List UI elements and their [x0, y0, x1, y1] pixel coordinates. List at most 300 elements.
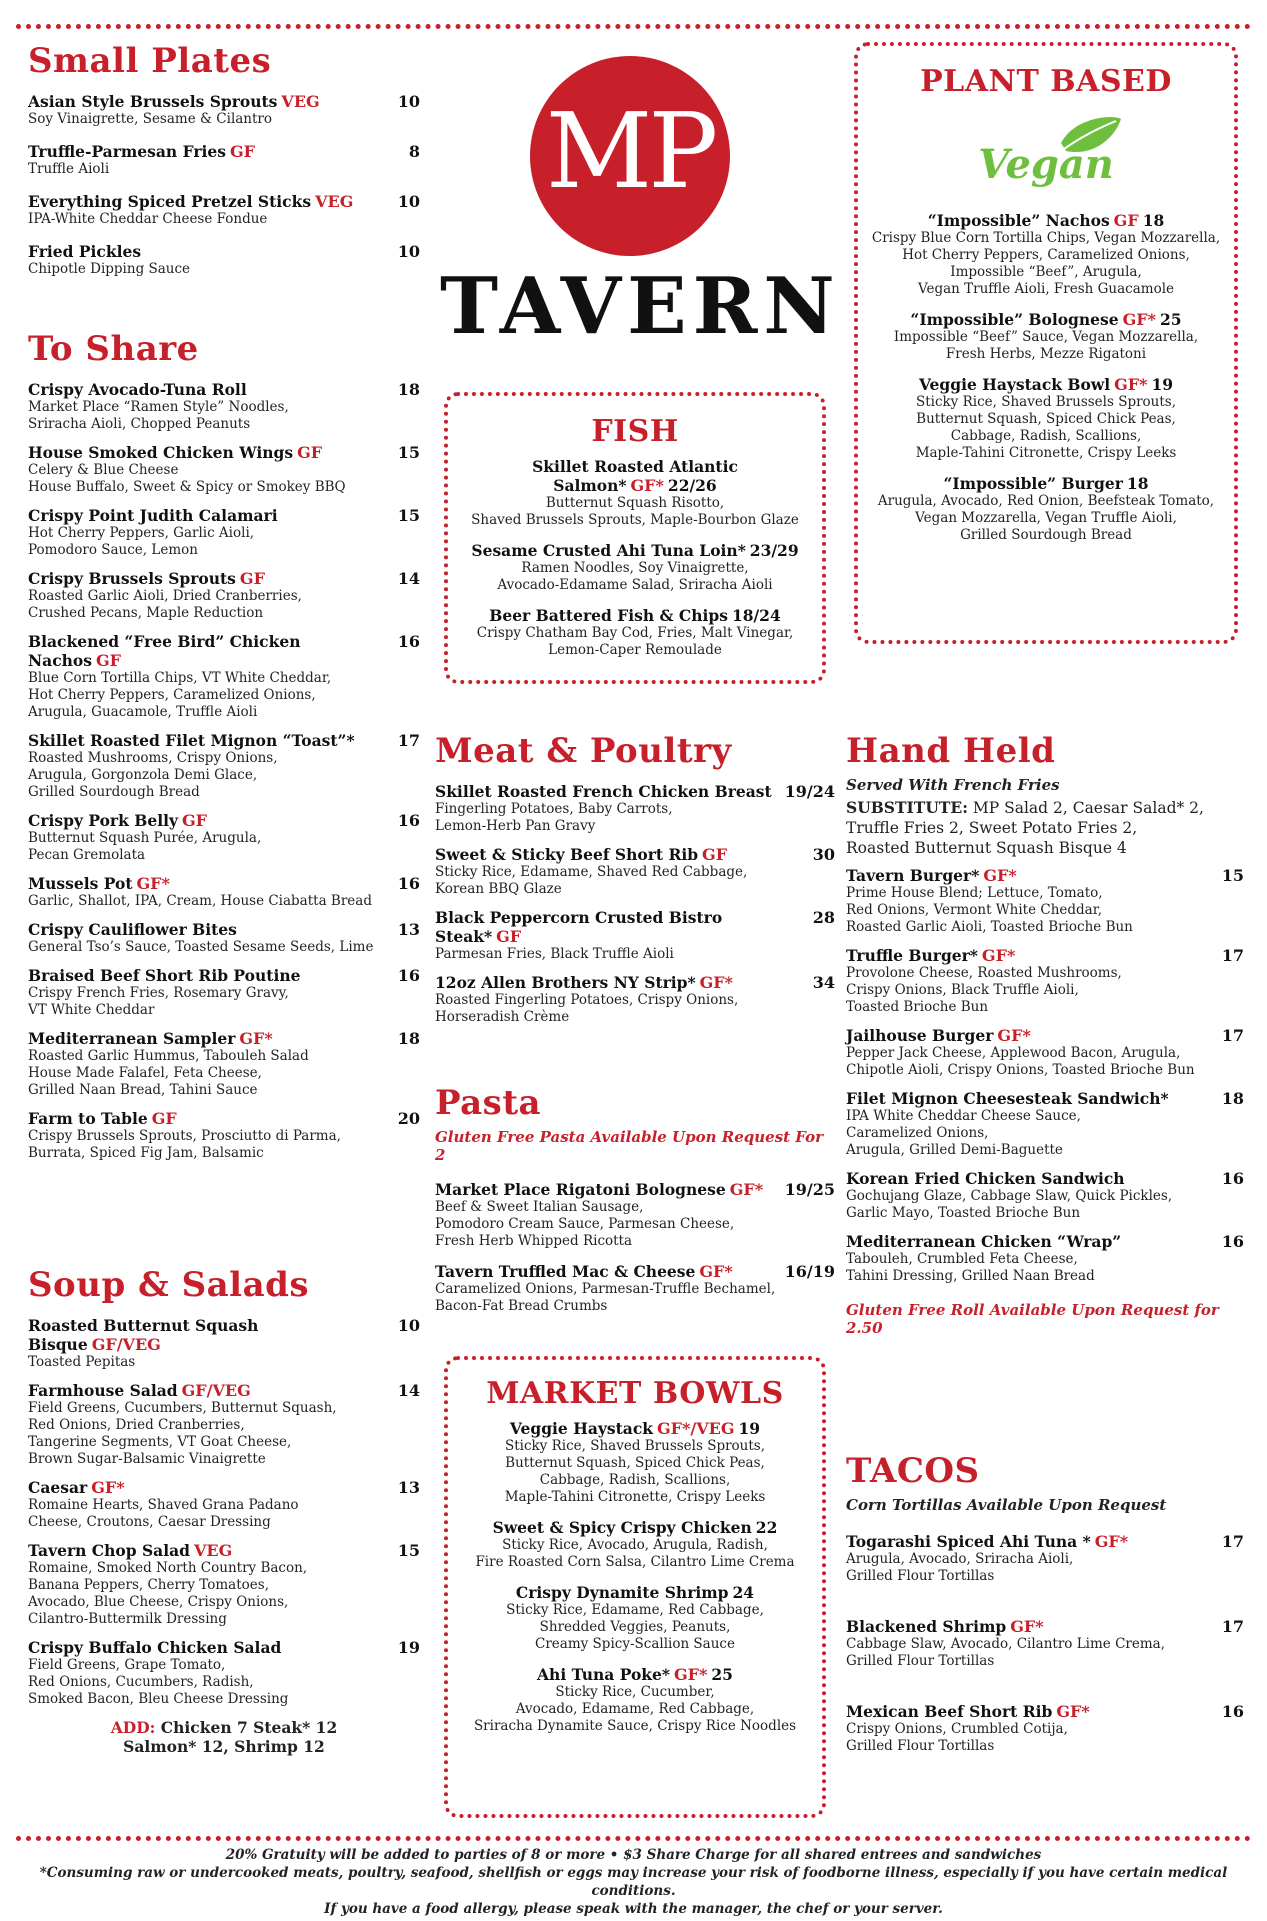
dietary-tag: GF: [229, 142, 255, 161]
menu-item-name: Sesame Crusted Ahi Tuna Loin*: [471, 541, 746, 560]
menu-item: [28, 1638, 420, 1708]
menu-item-name: Crispy Cauliflower Bites: [28, 920, 237, 939]
menu-item-title: [846, 1169, 1125, 1188]
hand-held-section: [846, 731, 1244, 1337]
menu-item-name: Sweet & Sticky Beef Short Rib: [435, 845, 699, 864]
pasta-note: Gluten Free Pasta Available Upon Request For 2: [435, 1128, 824, 1164]
menu-item-header: [28, 874, 420, 893]
dietary-tag: GF*: [1094, 1532, 1129, 1551]
menu-item-price: 10: [397, 242, 420, 261]
menu-item-price: 28: [812, 908, 835, 927]
menu-item: [454, 457, 816, 529]
menu-item-description: Parmesan Fries, Black Truffle Aioli: [435, 946, 674, 962]
menu-item: [846, 946, 1244, 1016]
meat-poultry-section: [435, 731, 835, 1036]
dietary-tag: GF*: [1010, 1617, 1044, 1636]
menu-item-price: 17: [1221, 946, 1244, 965]
menu-item-header: [435, 845, 835, 864]
menu-item-header: [846, 946, 1244, 965]
pasta-list: [435, 1180, 835, 1315]
menu-item-description: Toasted Pepitas: [28, 1354, 136, 1370]
menu-item-description: Celery & Blue Cheese House Buffalo, Sweet & Spicy or Smokey BBQ: [28, 462, 346, 495]
menu-item-price: 10: [397, 1316, 420, 1335]
menu-item-header: [28, 1029, 420, 1048]
menu-item-name: Truffle Burger*: [846, 946, 978, 965]
menu-item-title: [435, 845, 727, 864]
menu-item: [454, 541, 816, 594]
menu-item-name: Togarashi Spiced Ahi Tuna *: [846, 1532, 1091, 1551]
menu-item-description: Sticky Rice, Shaved Brussels Sprouts, Butternut Squash, Spiced Chick Peas, Cabbage, Radish, Scallions, Maple-Tahini Citronette, Crispy Leeks: [915, 394, 1177, 461]
menu-item-price: 18: [1126, 474, 1149, 493]
footer: [0, 1846, 1267, 1918]
small-plates-list: [28, 92, 420, 278]
menu-item-price: 16: [397, 632, 420, 651]
menu-item-name: Skillet Roasted Atlantic Salmon*: [532, 457, 738, 495]
menu-item-description: Roasted Mushrooms, Crispy Onions, Arugula, Gorgonzola Demi Glace, Grilled Sourdough Bread: [28, 750, 278, 800]
dietary-tag: GF*: [1122, 310, 1157, 329]
footer-line3: If you have a food allergy, please speak with the manager, the chef or your server.: [324, 1901, 943, 1917]
menu-item-header: [28, 1478, 420, 1497]
menu-item-price: 16: [1221, 1232, 1244, 1251]
add-label: ADD:: [110, 1718, 156, 1737]
menu-item-price: 19/24: [784, 782, 835, 801]
tacos-section: [846, 1451, 1244, 1787]
menu-item-description: General Tso’s Sauce, Toasted Sesame Seeds, Lime: [28, 939, 374, 955]
menu-item-name: Ahi Tuna Poke*: [537, 1665, 670, 1684]
menu-item-description: Arugula, Avocado, Red Onion, Beefsteak Tomato, Vegan Mozzarella, Vegan Truffle Aioli, Grilled Sourdough Bread: [877, 493, 1215, 543]
menu-item-header: [28, 506, 420, 525]
menu-item-name: Everything Spiced Pretzel Sticks: [28, 192, 312, 211]
menu-item-name: Market Place Rigatoni Bolognese: [435, 1180, 726, 1199]
menu-item: [454, 1518, 816, 1571]
menu-item-price: 18: [397, 380, 420, 399]
menu-item-description: Impossible “Beef” Sauce, Vegan Mozzarella, Fresh Herbs, Mezze Rigatoni: [893, 329, 1199, 362]
dietary-tag: GF: [151, 1109, 177, 1128]
dietary-tag: GF: [1113, 211, 1139, 230]
menu-item-description: IPA White Cheddar Cheese Sauce, Caramelized Onions, Arugula, Grilled Demi-Baguette: [846, 1108, 1081, 1158]
menu-item-name: Crispy Dynamite Shrimp: [515, 1583, 729, 1602]
dietary-tag: GF*: [1114, 375, 1148, 394]
bottom-divider: [16, 1836, 1251, 1841]
menu-item-description: Roasted Fingerling Potatoes, Crispy Onions, Horseradish Crème: [435, 992, 739, 1025]
menu-item-description: Provolone Cheese, Roasted Mushrooms, Crispy Onions, Black Truffle Aioli, Toasted Brioche Bun: [846, 965, 1122, 1015]
menu-item-description: Sticky Rice, Cucumber, Avocado, Edamame, Red Cabbage, Sriracha Dynamite Sauce, Crispy Rice Noodles: [473, 1684, 797, 1734]
menu-item: [435, 908, 835, 963]
menu-item-price: 34: [812, 973, 835, 992]
menu-item: [28, 92, 420, 128]
menu-item-description: Gochujang Glaze, Cabbage Slaw, Quick Pickles, Garlic Mayo, Toasted Brioche Bun: [846, 1188, 1173, 1221]
menu-item-title: [28, 1478, 125, 1497]
dietary-tag: GF: [239, 569, 265, 588]
menu-item-description: Romaine, Smoked North Country Bacon, Banana Peppers, Cherry Tomatoes, Avocado, Blue Cheese, Crispy Onions, Cilantro-Buttermilk Dressing: [28, 1560, 308, 1627]
menu-item-price: 16: [1221, 1702, 1244, 1721]
menu-item-title: [846, 866, 1017, 885]
market-bowls-title: MARKET BOWLS: [486, 1376, 784, 1411]
menu-item-header: [28, 569, 420, 588]
dietary-tag: GF: [496, 927, 522, 946]
menu-item-name: Roasted Butternut Squash Bisque: [28, 1316, 259, 1354]
dietary-tag: GF*: [630, 476, 664, 495]
menu-item-header: [28, 632, 420, 670]
logo: [440, 56, 841, 366]
menu-item-header: [846, 1169, 1244, 1188]
menu-item-description: Crispy Chatham Bay Cod, Fries, Malt Vinegar, Lemon-Caper Remoulade: [476, 625, 794, 658]
menu-item-price: 25: [1160, 310, 1182, 329]
menu-item-description: Sticky Rice, Avocado, Arugula, Radish, Fire Roasted Corn Salsa, Cilantro Lime Crema: [475, 1537, 795, 1570]
menu-item-name: Skillet Roasted French Chicken Breast: [435, 782, 772, 801]
menu-item-title: [28, 966, 300, 985]
menu-item-name: Fried Pickles: [28, 242, 142, 261]
menu-item: [435, 782, 835, 835]
menu-item-title: [28, 632, 396, 670]
menu-item-description: Caramelized Onions, Parmesan-Truffle Bechamel, Bacon-Fat Bread Crumbs: [435, 1281, 776, 1314]
menu-item-price: 24: [732, 1583, 755, 1602]
menu-item-name: Veggie Haystack Bowl: [918, 375, 1111, 394]
menu-item-header: [846, 866, 1244, 885]
menu-item-price: 17: [1221, 1026, 1244, 1045]
menu-item-title: [28, 142, 255, 161]
menu-item-header: [435, 782, 835, 801]
menu-item-description: Cabbage Slaw, Avocado, Cilantro Lime Crema, Grilled Flour Tortillas: [846, 1636, 1165, 1669]
menu-item-name: Beer Battered Fish & Chips: [489, 606, 728, 625]
menu-item-description: Arugula, Avocado, Sriracha Aioli, Grilled Flour Tortillas: [846, 1551, 1074, 1584]
menu-item-description: Field Greens, Grape Tomato, Red Onions, Cucumbers, Radish, Smoked Bacon, Bleu Cheese Dressing: [28, 1657, 289, 1707]
menu-item-header: [28, 1638, 420, 1657]
menu-item: [864, 211, 1228, 298]
menu-item-name: Crispy Buffalo Chicken Salad: [28, 1638, 282, 1657]
menu-item-description: Beef & Sweet Italian Sausage, Pomodoro Cream Sauce, Parmesan Cheese, Fresh Herb Whipped Ricotta: [435, 1199, 735, 1249]
gf-roll-note: Gluten Free Roll Available Upon Request for 2.50: [846, 1301, 1219, 1337]
menu-item-name: Mediterranean Chicken “Wrap”: [846, 1232, 1122, 1251]
substitute-label: SUBSTITUTE:: [846, 798, 968, 817]
to-share-list: [28, 380, 420, 1162]
tacos-title: TACOS: [846, 1451, 980, 1491]
menu-item: [28, 966, 420, 1019]
menu-item-title: [28, 506, 278, 525]
dietary-tag: GF*: [983, 866, 1017, 885]
menu-item-name: Truffle-Parmesan Fries: [28, 142, 226, 161]
menu-item-description: Fingerling Potatoes, Baby Carrots, Lemon-Herb Pan Gravy: [435, 801, 673, 834]
menu-item-header: [28, 1316, 420, 1354]
menu-item: [28, 1381, 420, 1468]
menu-item: [28, 506, 420, 559]
dietary-tag: VEG: [193, 1541, 233, 1560]
menu-item-header: [454, 1419, 816, 1438]
hand-held-title: Hand Held: [846, 731, 1056, 771]
menu-item: [454, 1583, 816, 1653]
menu-item-price: 10: [397, 192, 420, 211]
dietary-tag: GF: [95, 651, 122, 670]
menu-item-header: [846, 1617, 1244, 1636]
menu-item-header: [28, 811, 420, 830]
menu-item-header: [454, 541, 816, 560]
menu-item-title: [846, 1232, 1121, 1251]
menu-item-price: 10: [397, 92, 420, 111]
menu-item: [864, 310, 1228, 363]
menu-item-title: [28, 192, 353, 211]
tacos-list: [846, 1532, 1244, 1755]
menu-item-name: Blackened “Free Bird” Chicken Nachos: [28, 632, 301, 670]
dietary-tag: VEG: [281, 92, 320, 111]
menu-item-price: 18/24: [731, 606, 781, 625]
menu-item-price: 25: [711, 1665, 733, 1684]
hand-held-served: Served With French Fries: [846, 776, 1060, 794]
menu-item-title: [846, 946, 1015, 965]
dietary-tag: GF*: [699, 973, 733, 992]
menu-item-header: [28, 1109, 420, 1128]
footer-line1: 20% Gratuity will be added to parties of 8 or more • $3 Share Charge for all shared entrees and sandwiches: [225, 1847, 1042, 1863]
menu-item-price: 19/25: [784, 1180, 835, 1199]
menu-item-description: Blue Corn Tortilla Chips, VT White Cheddar, Hot Cherry Peppers, Caramelized Onions, Arugula, Guacamole, Truffle Aioli: [28, 670, 332, 720]
menu-item: [28, 1478, 420, 1531]
market-bowls-box: [444, 1356, 826, 1818]
menu-item-header: [454, 1583, 816, 1602]
menu-item: [28, 632, 420, 721]
menu-item: [28, 1109, 420, 1162]
menu-item-title: [435, 1180, 763, 1199]
menu-item-description: Ramen Noodles, Soy Vinaigrette, Avocado-Edamame Salad, Sriracha Aioli: [497, 560, 773, 593]
menu-item-title: [28, 242, 141, 261]
menu-item-name: Crispy Point Judith Calamari: [28, 506, 278, 525]
menu-item: [28, 192, 420, 228]
menu-item-price: 18: [1142, 211, 1165, 230]
menu-item-name: Mussels Pot: [28, 874, 133, 893]
soup-salads-section: [28, 1265, 420, 1756]
tacos-note: Corn Tortillas Available Upon Request: [846, 1496, 1167, 1514]
menu-item-header: [435, 1262, 835, 1281]
menu-item-header: [864, 310, 1228, 329]
menu-item-header: [28, 1381, 420, 1400]
dietary-tag: GF*: [699, 1262, 733, 1281]
menu-item-title: [28, 443, 322, 462]
menu-item-name: Farm to Table: [28, 1109, 148, 1128]
menu-item-price: 16: [397, 811, 420, 830]
menu-item-title: [435, 1262, 733, 1281]
menu-item-name: “Impossible” Bolognese: [910, 310, 1119, 329]
substitute-block: [846, 798, 1244, 858]
logo-circle: [530, 56, 730, 256]
menu-item: [28, 874, 420, 910]
menu-item-description: Sticky Rice, Edamame, Red Cabbage, Shredded Veggies, Peanuts, Creamy Spicy-Scallion Sauce: [506, 1602, 764, 1652]
soup-salads-list: [28, 1316, 420, 1708]
menu-item-title: [28, 1381, 251, 1400]
menu-item-header: [454, 1665, 816, 1684]
menu-item-title: [846, 1026, 1031, 1045]
menu-item-title: [28, 380, 247, 399]
menu-item: [28, 569, 420, 622]
menu-item-price: 19: [1151, 375, 1174, 394]
menu-item-header: [864, 375, 1228, 394]
menu-item-title: [435, 782, 772, 801]
menu-item-description: Prime House Blend; Lettuce, Tomato, Red Onions, Vermont White Cheddar, Roasted Garlic Aioli, Toasted Brioche Bun: [846, 885, 1133, 935]
menu-item-name: Jailhouse Burger: [846, 1026, 994, 1045]
dietary-tag: GF*: [729, 1180, 764, 1199]
menu-item-description: IPA-White Cheddar Cheese Fondue: [28, 211, 268, 227]
menu-item-price: 8: [408, 142, 420, 161]
menu-item-header: [28, 142, 420, 161]
dietary-tag: GF: [181, 811, 208, 830]
add-line1: Chicken 7 Steak* 12: [160, 1718, 338, 1737]
menu-item-name: Asian Style Brussels Sprouts: [28, 92, 278, 111]
menu-item-header: [28, 731, 420, 750]
menu-item: [846, 866, 1244, 936]
menu-item-name: Crispy Brussels Sprouts: [28, 569, 236, 588]
menu-item-price: 15: [397, 506, 420, 525]
menu-item-title: [435, 908, 811, 946]
dietary-tag: GF*: [91, 1478, 125, 1497]
top-divider: [16, 24, 1251, 29]
fish-box: [444, 392, 826, 684]
menu-item-price: 15: [1221, 866, 1244, 885]
plant-based-box: [854, 42, 1238, 644]
menu-item-name: Filet Mignon Cheesesteak Sandwich*: [846, 1089, 1169, 1108]
substitute-text: MP Salad 2, Caesar Salad* 2, Truffle Fries 2, Sweet Potato Fries 2, Roasted Butternut Squash Bisque 4: [846, 799, 1204, 857]
logo-initials: MP: [545, 90, 715, 212]
soup-salads-title: Soup & Salads: [28, 1265, 310, 1305]
hand-held-list: [846, 866, 1244, 1285]
menu-item-description: Chipotle Dipping Sauce: [28, 261, 191, 277]
dietary-tag: GF*: [136, 874, 170, 893]
menu-item-description: Truffle Aioli: [28, 161, 110, 177]
menu-item-header: [435, 1180, 835, 1199]
menu-item-title: [28, 731, 355, 750]
menu-item-description: Butternut Squash Purée, Arugula, Pecan Gremolata: [28, 830, 262, 863]
menu-item: [846, 1702, 1244, 1755]
menu-item-name: Caesar: [28, 1478, 88, 1497]
plant-based-list: [858, 211, 1234, 544]
dietary-tag: GF*: [981, 946, 1016, 965]
plant-based-title: PLANT BASED: [920, 64, 1172, 99]
menu-item-name: Blackened Shrimp: [846, 1617, 1007, 1636]
menu-item-price: 14: [397, 569, 420, 588]
menu-item-header: [28, 1541, 420, 1560]
dietary-tag: GF: [297, 443, 323, 462]
menu-item: [28, 443, 420, 496]
menu-item-name: Black Peppercorn Crusted Bistro Steak*: [435, 908, 723, 946]
menu-item: [454, 606, 816, 659]
logo-name: TAVERN: [440, 261, 841, 352]
menu-item-description: Pepper Jack Cheese, Applewood Bacon, Arugula, Chipotle Aioli, Crispy Onions, Toasted Brioche Bun: [846, 1045, 1195, 1078]
menu-item: [846, 1089, 1244, 1159]
menu-item-name: Mediterranean Sampler: [28, 1029, 236, 1048]
menu-item-name: Sweet & Spicy Crispy Chicken: [492, 1518, 752, 1537]
menu-item: [846, 1617, 1244, 1670]
pasta-section: [435, 1083, 835, 1327]
menu-item-title: [28, 92, 320, 111]
menu-item-title: [846, 1702, 1090, 1721]
menu-item-header: [28, 192, 420, 211]
to-share-section: [28, 329, 420, 1172]
menu-item: [435, 973, 835, 1026]
menu-item-description: Crispy Brussels Sprouts, Prosciutto di Parma, Burrata, Spiced Fig Jam, Balsamic: [28, 1128, 341, 1161]
menu-item-name: Veggie Haystack: [509, 1419, 653, 1438]
menu-item-title: [28, 874, 170, 893]
menu-item-name: Farmhouse Salad: [28, 1381, 178, 1400]
menu-item-header: [454, 457, 816, 495]
menu-item-description: Romaine Hearts, Shaved Grana Padano Cheese, Croutons, Caesar Dressing: [28, 1497, 299, 1530]
menu-item-header: [864, 211, 1228, 230]
menu-item: [28, 920, 420, 956]
add-ons: [28, 1718, 420, 1756]
menu-item-header: [846, 1532, 1244, 1551]
menu-item: [435, 1262, 835, 1315]
menu-item-price: 16: [397, 966, 420, 985]
menu-item-name: Crispy Avocado-Tuna Roll: [28, 380, 247, 399]
menu-item-title: [28, 811, 207, 830]
menu-item-price: 13: [397, 920, 420, 939]
menu-item-name: “Impossible” Nachos: [927, 211, 1110, 230]
menu-item-description: Roasted Garlic Hummus, Tabouleh Salad House Made Falafel, Feta Cheese, Grilled Naan Bread, Tahini Sauce: [28, 1048, 309, 1098]
menu-item-header: [28, 242, 420, 261]
dietary-tag: GF*/VEG: [657, 1419, 735, 1438]
dietary-tag: GF*: [1056, 1702, 1090, 1721]
pasta-title: Pasta: [435, 1083, 542, 1123]
menu-item-description: Hot Cherry Peppers, Garlic Aioli, Pomodoro Sauce, Lemon: [28, 525, 255, 558]
menu-item-title: [28, 1638, 281, 1657]
menu-item-name: Tavern Chop Salad: [28, 1541, 190, 1560]
menu-item-price: 17: [1221, 1617, 1244, 1636]
menu-item-price: 18: [397, 1029, 420, 1048]
menu-item: [454, 1665, 816, 1735]
dietary-tag: GF*: [674, 1665, 708, 1684]
menu-item-name: Tavern Burger*: [846, 866, 980, 885]
menu-item-description: Tabouleh, Crumbled Feta Cheese, Tahini Dressing, Grilled Naan Bread: [846, 1251, 1095, 1284]
fish-list: [448, 457, 822, 659]
menu-item-header: [846, 1026, 1244, 1045]
menu-item-price: 22: [755, 1518, 778, 1537]
menu-item-price: 13: [397, 1478, 420, 1497]
menu-item-header: [864, 474, 1228, 493]
dietary-tag: GF: [702, 845, 728, 864]
menu-item-name: Korean Fried Chicken Sandwich: [846, 1169, 1125, 1188]
menu-item-header: [846, 1089, 1244, 1108]
menu-item-price: 19: [397, 1638, 420, 1657]
menu-item-header: [846, 1702, 1244, 1721]
vegan-label: Vegan: [978, 141, 1114, 188]
menu-item-title: [28, 1316, 396, 1354]
menu-item-name: Skillet Roasted Filet Mignon “Toast”*: [28, 731, 355, 750]
menu-item-description: Butternut Squash Risotto, Shaved Brussels Sprouts, Maple-Bourbon Glaze: [471, 495, 799, 528]
menu-item-price: 23/29: [749, 541, 799, 560]
menu-item-header: [28, 920, 420, 939]
menu-item-description: Crispy Onions, Crumbled Cotija, Grilled Flour Tortillas: [846, 1721, 1068, 1754]
menu-item: [28, 1541, 420, 1628]
add-line2: Salmon* 12, Shrimp 12: [123, 1737, 325, 1756]
menu-item-description: Sticky Rice, Edamame, Shaved Red Cabbage, Korean BBQ Glaze: [435, 864, 748, 897]
menu-item-price: 18: [1221, 1089, 1244, 1108]
menu-item: [846, 1532, 1244, 1585]
fish-title: FISH: [591, 414, 679, 449]
menu-item-description: Field Greens, Cucumbers, Butternut Squash, Red Onions, Dried Cranberries, Tangerine Segments, VT Goat Cheese, Brown Sugar-Balsamic Vinaigrette: [28, 1400, 337, 1467]
market-bowls-list: [448, 1419, 822, 1735]
menu-item-title: [846, 1617, 1044, 1636]
menu-item-name: Tavern Truffled Mac & Cheese: [435, 1262, 696, 1281]
menu-item: [864, 474, 1228, 544]
menu-item-name: Crispy Pork Belly: [28, 811, 178, 830]
small-plates-title: Small Plates: [28, 41, 272, 81]
menu-item-name: 12oz Allen Brothers NY Strip*: [435, 973, 696, 992]
menu-item-price: 15: [397, 443, 420, 462]
dietary-tag: VEG: [315, 192, 354, 211]
menu-item-title: [846, 1089, 1169, 1108]
menu-item: [846, 1169, 1244, 1222]
dietary-tag: GF/VEG: [181, 1381, 251, 1400]
menu-item-name: Braised Beef Short Rib Poutine: [28, 966, 301, 985]
menu-item-price: 17: [397, 731, 420, 750]
left-column: [28, 41, 420, 292]
menu-item-description: Sticky Rice, Shaved Brussels Sprouts, Butternut Squash, Spiced Chick Peas, Cabbage, Radish, Scallions, Maple-Tahini Citronette, Crispy Leeks: [504, 1438, 766, 1505]
dietary-tag: GF*: [239, 1029, 273, 1048]
